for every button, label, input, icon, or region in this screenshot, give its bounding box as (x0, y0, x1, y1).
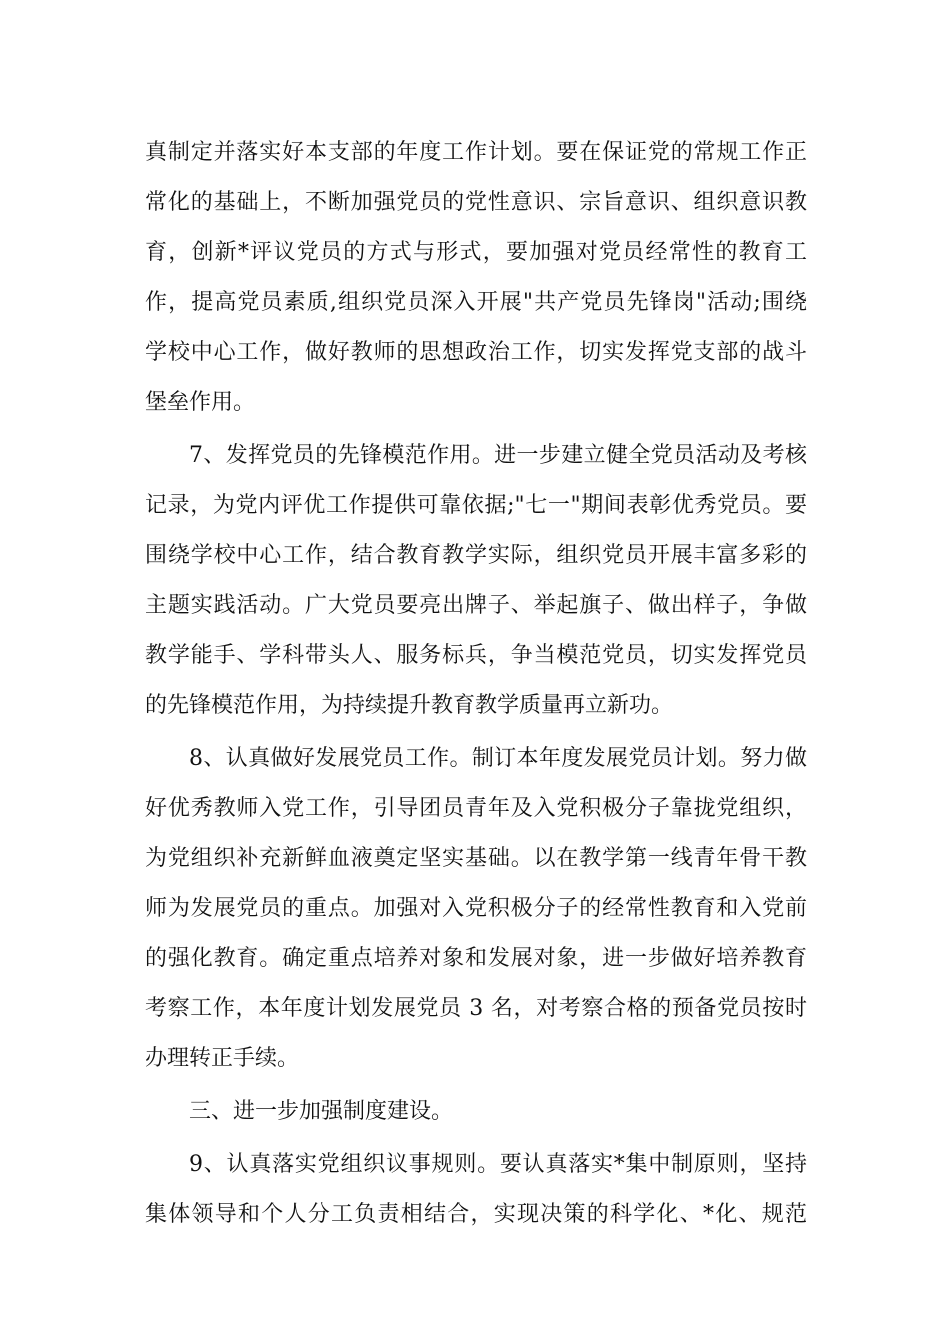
text-line: 的先锋模范作用，为持续提升教育教学质量再立新功。 (145, 693, 674, 718)
section-heading: 三、进一步加强制度建设。 (189, 1099, 454, 1124)
paragraph-item-7 (145, 431, 807, 731)
text-line: 集体领导和个人分工负责相结合，实现决策的科学化、*化、规范 (145, 1202, 807, 1227)
text-line: 记录，为党内评优工作提供可靠依据;"七一"期间表彰优秀党员。要 (145, 493, 807, 518)
text-line: 教学能手、学科带头人、服务标兵，争当模范党员，切实发挥党员 (145, 643, 807, 668)
paragraph-item-9 (145, 1140, 807, 1240)
text-line: 办理转正手续。 (145, 1046, 300, 1071)
section-heading-three (145, 1087, 807, 1137)
text-line: 的强化教育。确定重点培养对象和发展对象，进一步做好培养教育 (145, 946, 807, 971)
text-line: 好优秀教师入党工作，引导团员青年及入党积极分子靠拢党组织， (145, 796, 807, 821)
text-line: 8、认真做好发展党员工作。制订本年度发展党员计划。努力做 (189, 746, 807, 771)
paragraph-item-8 (145, 734, 807, 1084)
text-line: 为党组织补充新鲜血液奠定坚实基础。以在教学第一线青年骨干教 (145, 846, 807, 871)
text-line: 7、发挥党员的先锋模范作用。进一步建立健全党员活动及考核 (189, 443, 807, 468)
text-line: 师为发展党员的重点。加强对入党积极分子的经常性教育和入党前 (145, 896, 807, 921)
text-line: 真制定并落实好本支部的年度工作计划。要在保证党的常规工作正 (145, 140, 807, 165)
text-line: 考察工作，本年度计划发展党员 3 名，对考察合格的预备党员按时 (145, 996, 807, 1021)
text-line: 学校中心工作，做好教师的思想政治工作，切实发挥党支部的战斗 (145, 340, 807, 365)
text-line: 主题实践活动。广大党员要亮出牌子、举起旗子、做出样子，争做 (145, 593, 807, 618)
paragraph-work-plan (145, 128, 807, 428)
text-line: 育，创新*评议党员的方式与形式，要加强对党员经常性的教育工 (145, 240, 807, 265)
text-line: 9、认真落实党组织议事规则。要认真落实*集中制原则，坚持 (189, 1152, 807, 1177)
document-body (145, 128, 807, 1240)
text-line: 堡垒作用。 (145, 390, 256, 415)
text-line: 常化的基础上，不断加强党员的党性意识、宗旨意识、组织意识教 (145, 190, 807, 215)
text-line: 作，提高党员素质,组织党员深入开展"共产党员先锋岗"活动;围绕 (145, 290, 807, 315)
text-line: 围绕学校中心工作，结合教育教学实际，组织党员开展丰富多彩的 (145, 543, 807, 568)
